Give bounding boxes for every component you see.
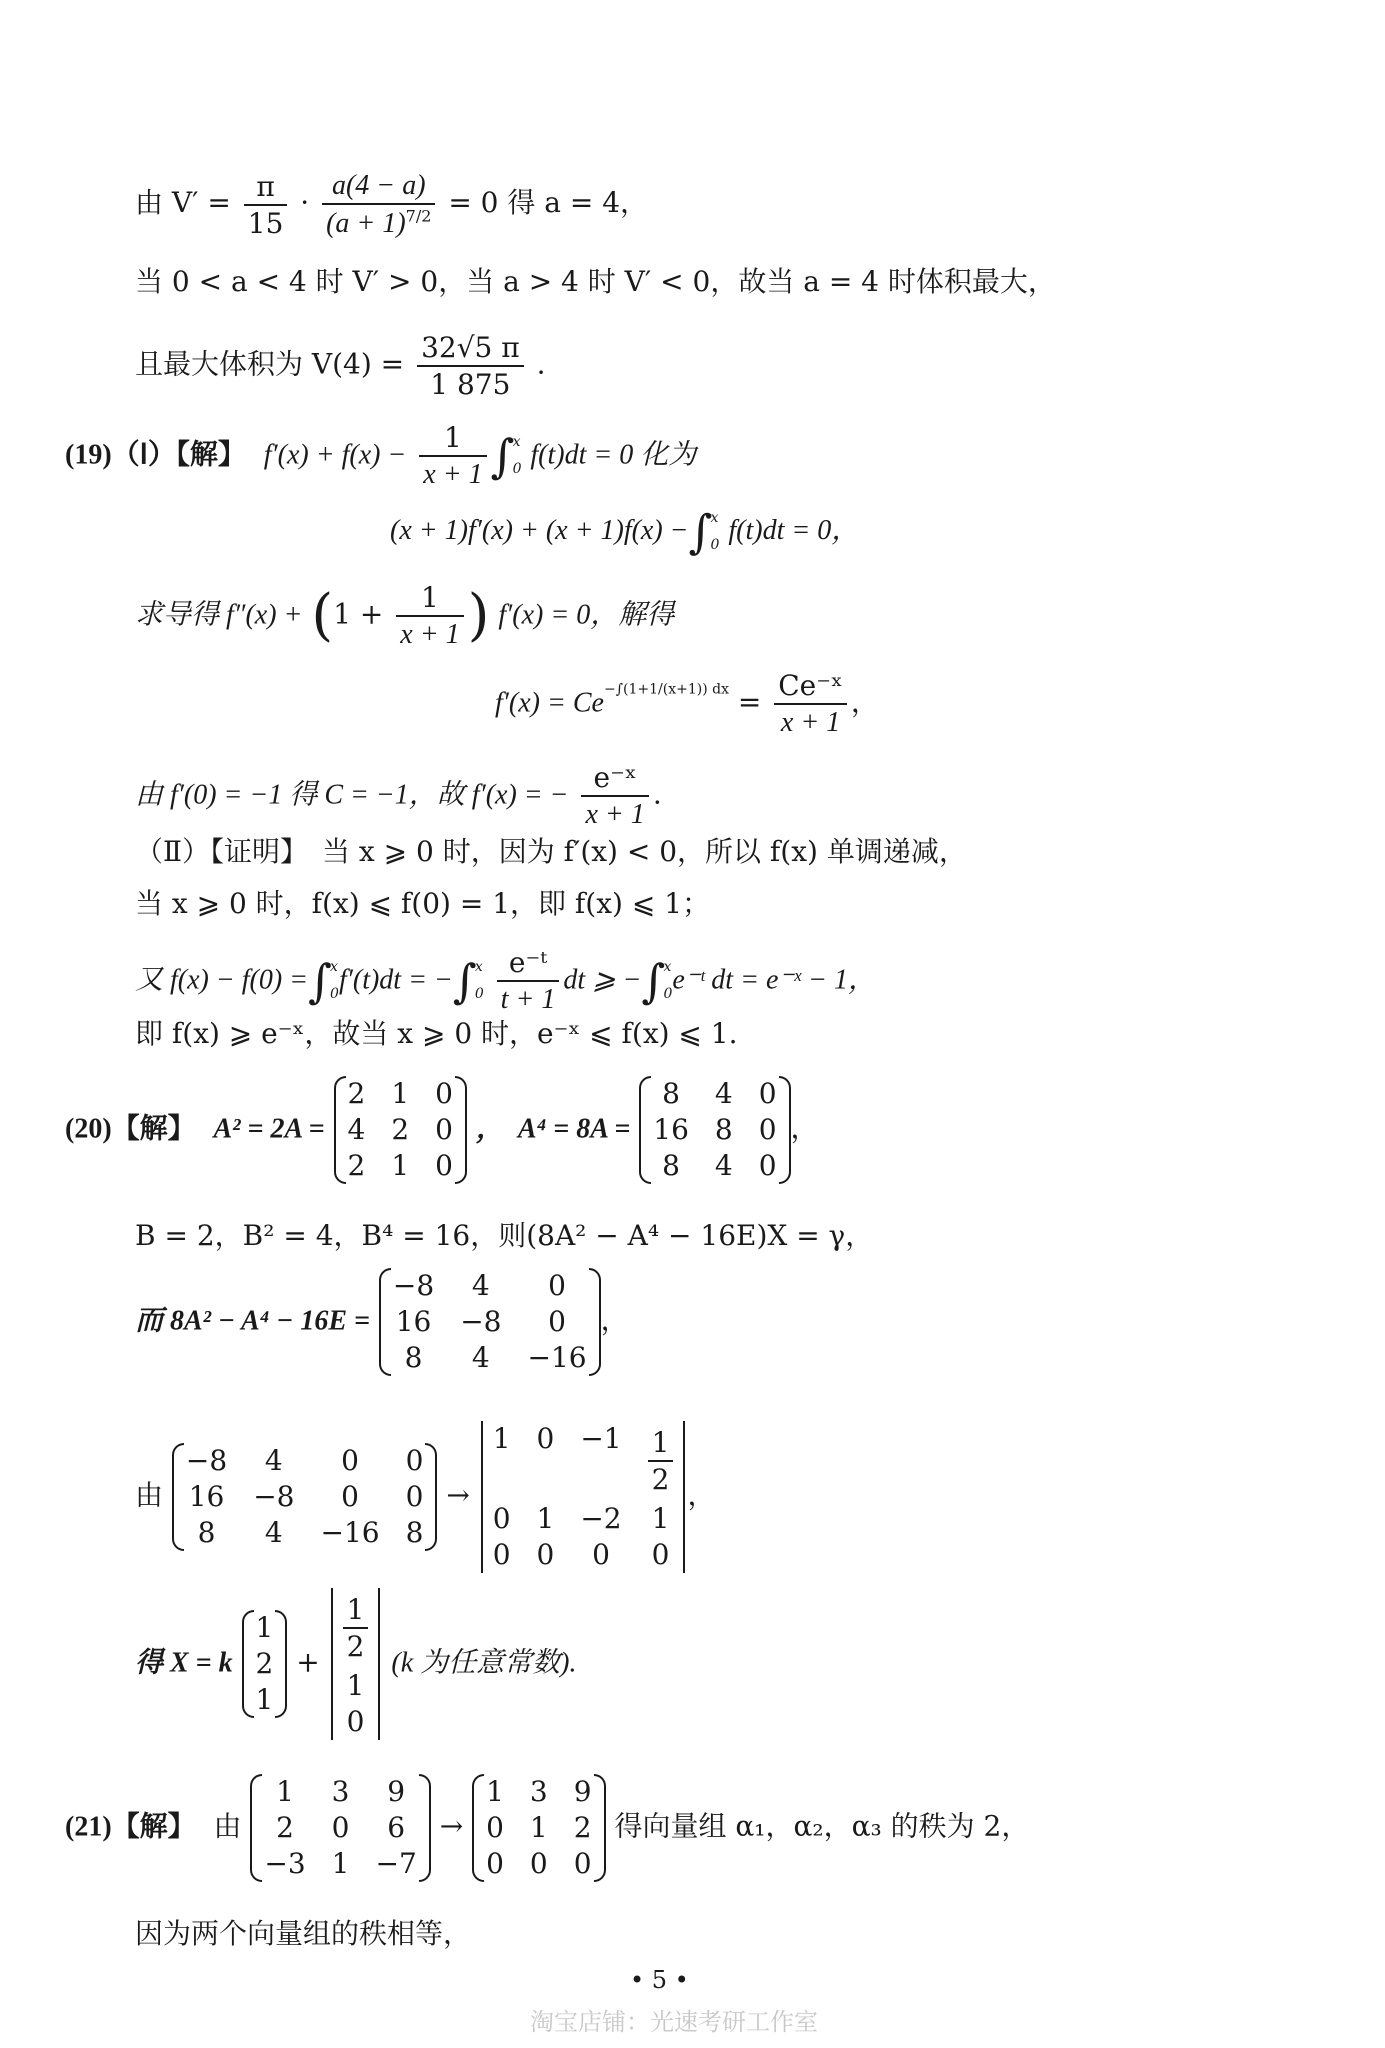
fraction: $\frac{a(4 - a)}{(a + 1)^{7/2}}$ bbox=[322, 168, 435, 241]
matrix bbox=[334, 1077, 467, 1182]
fraction: $\frac{\text{e⁻ᵗ}}{t + 1}$ bbox=[497, 945, 560, 1017]
matrix-cell: −16 bbox=[320, 1516, 380, 1549]
matrix-cell: 1 bbox=[651, 1502, 670, 1535]
question-label: (20)【解】 bbox=[65, 1113, 196, 1145]
matrix-cell: 0 bbox=[492, 1538, 511, 1571]
matrix-cell: 0 bbox=[435, 1077, 453, 1110]
matrix-cell: 1 bbox=[331, 1847, 350, 1880]
matrix-cell: 0 bbox=[529, 1847, 548, 1880]
text: · bbox=[300, 186, 310, 219]
matrix-cell: 0 bbox=[405, 1444, 424, 1477]
matrix-cell: 16 bbox=[653, 1113, 689, 1146]
formula-line bbox=[135, 168, 648, 241]
integral-sign: ∫ bbox=[688, 504, 713, 559]
matrix-cell: 0 bbox=[592, 1538, 610, 1571]
formula-line: 且最大体积为 V(4) = $\frac{32√5 \pi}{1 875}$ . bbox=[135, 331, 546, 401]
matrix-cell: $\frac{1}{2}$ bbox=[343, 1592, 369, 1664]
matrix-cell: 8 bbox=[662, 1077, 680, 1110]
matrix-cell: −16 bbox=[527, 1341, 587, 1374]
text-line: B = 2，B² = 4，B⁴ = 16，则(8A² − A⁴ − 16E)X = γ， bbox=[135, 1219, 874, 1252]
matrix-cell: 1 bbox=[276, 1775, 294, 1808]
matrix-cell: 0 bbox=[758, 1149, 777, 1182]
matrix-cell: 4 bbox=[264, 1444, 283, 1477]
matrix-cell: 0 bbox=[548, 1269, 566, 1302]
question-20: (20)【解】 A² = 2A = 2 1 0 4 2 0 2 1 0 ， A⁴ = 8A = 8 4 0 16 8 0 8 4 0 ， bbox=[65, 1077, 819, 1182]
matrix bbox=[250, 1775, 430, 1880]
matrix-cell: 1 bbox=[536, 1502, 555, 1535]
matrix-cell: 6 bbox=[387, 1811, 406, 1844]
matrix bbox=[379, 1269, 601, 1374]
matrix-cell: −2 bbox=[580, 1502, 622, 1535]
matrix-cell: −8 bbox=[460, 1305, 502, 1338]
text-line: 当 0 < a < 4 时 V′ > 0，当 a > 4 时 V′ < 0，故当 a = 4 时体积最大， bbox=[135, 265, 1056, 298]
matrix-cell: 1 bbox=[492, 1422, 511, 1455]
matrix-cell: 8 bbox=[405, 1516, 424, 1549]
matrix-cell: 4 bbox=[347, 1113, 366, 1146]
matrix-cell: −7 bbox=[375, 1847, 417, 1880]
matrix-cell: 1 bbox=[255, 1683, 274, 1716]
matrix-cell: $\frac{1}{2}$ bbox=[648, 1425, 674, 1497]
matrix bbox=[639, 1077, 790, 1182]
matrix-cell: 0 bbox=[341, 1444, 359, 1477]
formula-line: $f'(x) = Ce^{-\int(1+1/(x+1)) dx}$ = $\frac{\text{Ce⁻ˣ}}{x + 1}$ ， bbox=[495, 669, 879, 738]
matrix-cell: 0 bbox=[651, 1538, 670, 1571]
text-line: 即 f(x) ⩾ e⁻ˣ，故当 x ⩾ 0 时，e⁻ˣ ⩽ f(x) ⩽ 1. bbox=[135, 1017, 738, 1050]
matrix-cell: 0 bbox=[435, 1113, 453, 1146]
matrix-cell: 2 bbox=[347, 1149, 366, 1182]
matrix-cell: 2 bbox=[391, 1113, 410, 1146]
fraction: $\frac{\text{Ce⁻ˣ}}{x + 1}$ bbox=[774, 668, 847, 740]
matrix-cell: 2 bbox=[255, 1647, 274, 1680]
matrix-cell: 0 bbox=[536, 1538, 555, 1571]
matrix-cell: 0 bbox=[758, 1113, 777, 1146]
fraction: $\frac{1}{x + 1}$ bbox=[419, 420, 486, 492]
matrix-cell: 9 bbox=[387, 1775, 406, 1808]
fraction: $\frac{32√5 \pi}{1 875}$ bbox=[417, 330, 524, 402]
matrix-cell: 4 bbox=[714, 1149, 733, 1182]
matrix-cell: −8 bbox=[392, 1269, 435, 1302]
matrix-cell: 0 bbox=[435, 1149, 453, 1182]
matrix-cell: 4 bbox=[471, 1341, 490, 1374]
matrix-cell: 8 bbox=[662, 1149, 680, 1182]
matrix-cell: 0 bbox=[346, 1705, 365, 1738]
matrix-cell: 0 bbox=[573, 1847, 592, 1880]
formula-line: 而 8A² − A⁴ − 16E = −8 4 0 16 −8 0 8 4 −16 ， bbox=[135, 1269, 629, 1374]
matrix-cell: 1 bbox=[346, 1669, 365, 1702]
matrix-cell: 0 bbox=[492, 1502, 511, 1535]
matrix bbox=[472, 1775, 605, 1880]
text-line: 因为两个向量组的秩相等， bbox=[135, 1917, 472, 1950]
matrix-cell: 8 bbox=[404, 1341, 423, 1374]
matrix-cell: 0 bbox=[405, 1480, 424, 1513]
formula-line: 求导得 f″(x) + (1 + $\frac{1}{x + 1}$ ) f′(x) = 0，解得 bbox=[135, 581, 675, 650]
matrix-cell: 3 bbox=[331, 1775, 350, 1808]
matrix-cell: −3 bbox=[264, 1847, 306, 1880]
matrix bbox=[172, 1444, 437, 1549]
matrix bbox=[479, 1422, 688, 1571]
question-21: (21)【解】 由 1 3 9 2 0 6 −3 1 −7 → 1 3 9 0 1 2 0 0 0 得向量组 α₁，α₂，α₃ 的秩为 2， bbox=[65, 1775, 1030, 1880]
matrix-cell: 1 bbox=[529, 1811, 548, 1844]
matrix-cell: 0 bbox=[758, 1077, 777, 1110]
question-label: (21)【解】 bbox=[65, 1811, 196, 1843]
matrix-cell: 16 bbox=[395, 1305, 432, 1338]
text: = 0 得 a = 4， bbox=[448, 186, 649, 219]
matrix-cell: 9 bbox=[573, 1775, 592, 1808]
matrix-cell: 16 bbox=[188, 1480, 225, 1513]
fraction: $\frac{\pi}{15}$ bbox=[244, 169, 288, 241]
text: 由 V′ = bbox=[135, 186, 231, 219]
formula-line: 由 f′(0) = −1 得 C = −1，故 f′(x) = − $\frac{\text{e⁻ˣ}}{x + 1}$ . bbox=[135, 761, 662, 830]
formula-line: (x + 1)f′(x) + (x + 1)f(x) −∫ x 0 f(t)dt = 0， bbox=[390, 504, 860, 559]
matrix-cell: 0 bbox=[486, 1811, 504, 1844]
matrix-cell: 0 bbox=[536, 1422, 555, 1455]
page-number: • 5 • bbox=[630, 1966, 689, 1994]
matrix-cell: −8 bbox=[185, 1444, 228, 1477]
matrix-cell: 0 bbox=[486, 1847, 504, 1880]
matrix-cell: 0 bbox=[548, 1305, 566, 1338]
matrix-cell: 4 bbox=[714, 1077, 733, 1110]
arrow-icon: → bbox=[439, 1809, 464, 1843]
matrix-cell: 2 bbox=[573, 1811, 592, 1844]
matrix-cell: −1 bbox=[580, 1422, 622, 1455]
matrix-cell: 1 bbox=[391, 1149, 410, 1182]
question-label: (19)（Ⅰ）【解】 bbox=[65, 439, 246, 471]
text-line: （Ⅱ）【证明】 当 x ⩾ 0 时，因为 f′(x) < 0，所以 f(x) 单调递减， bbox=[135, 835, 967, 868]
matrix-cell: 4 bbox=[264, 1516, 283, 1549]
formula-line: 由 −8 4 0 0 16 −8 0 0 8 4 −16 8 → 1 0 −1 $\frac{1}{2}$ 0 1 −2 1 0 0 0 0 ， bbox=[135, 1422, 716, 1571]
matrix-cell: 8 bbox=[197, 1516, 216, 1549]
formula-line: 得 X = k 1 2 1 + $\frac{1}{2}$ 1 0 (k 为任意常数). bbox=[135, 1593, 577, 1738]
matrix-cell: 0 bbox=[331, 1811, 350, 1844]
matrix-cell: 2 bbox=[347, 1077, 366, 1110]
matrix-cell: −8 bbox=[253, 1480, 295, 1513]
text-line: 当 x ⩾ 0 时，f(x) ⩽ f(0) = 1，即 f(x) ⩽ 1； bbox=[135, 887, 711, 920]
integral-sign: ∫ bbox=[490, 429, 515, 483]
matrix-cell: 3 bbox=[529, 1775, 548, 1808]
watermark: 淘宝店铺：光速考研工作室 bbox=[530, 2008, 818, 2036]
matrix-cell: 1 bbox=[391, 1077, 410, 1110]
matrix-cell: 8 bbox=[714, 1113, 733, 1146]
question-19: (19)（Ⅰ）【解】 f′(x) + f(x) − $\frac{1}{x + 1}$ ∫ x 0 f(t)dt = 0 化为 bbox=[65, 421, 697, 490]
fraction: $\frac{1}{x + 1}$ bbox=[396, 580, 463, 652]
arrow-icon: → bbox=[446, 1478, 470, 1512]
matrix-cell: 4 bbox=[471, 1269, 490, 1302]
matrix-cell: 2 bbox=[276, 1811, 294, 1844]
formula-line: 又 f(x) − f(0) =∫ x 0 f′(t)dt = −∫ x 0 $\frac{\text{e⁻ᵗ}}{t + 1}$ dt ⩾ −∫ x 0 e⁻ᵗ dt = e⁻ˣ − 1， bbox=[135, 946, 876, 1015]
matrix-cell: 1 bbox=[486, 1775, 504, 1808]
matrix-cell: 0 bbox=[341, 1480, 359, 1513]
matrix-cell: 1 bbox=[255, 1611, 274, 1644]
matrix bbox=[329, 1592, 383, 1736]
fraction: $\frac{\text{e⁻ˣ}}{x + 1}$ bbox=[581, 760, 648, 832]
matrix bbox=[242, 1611, 288, 1716]
